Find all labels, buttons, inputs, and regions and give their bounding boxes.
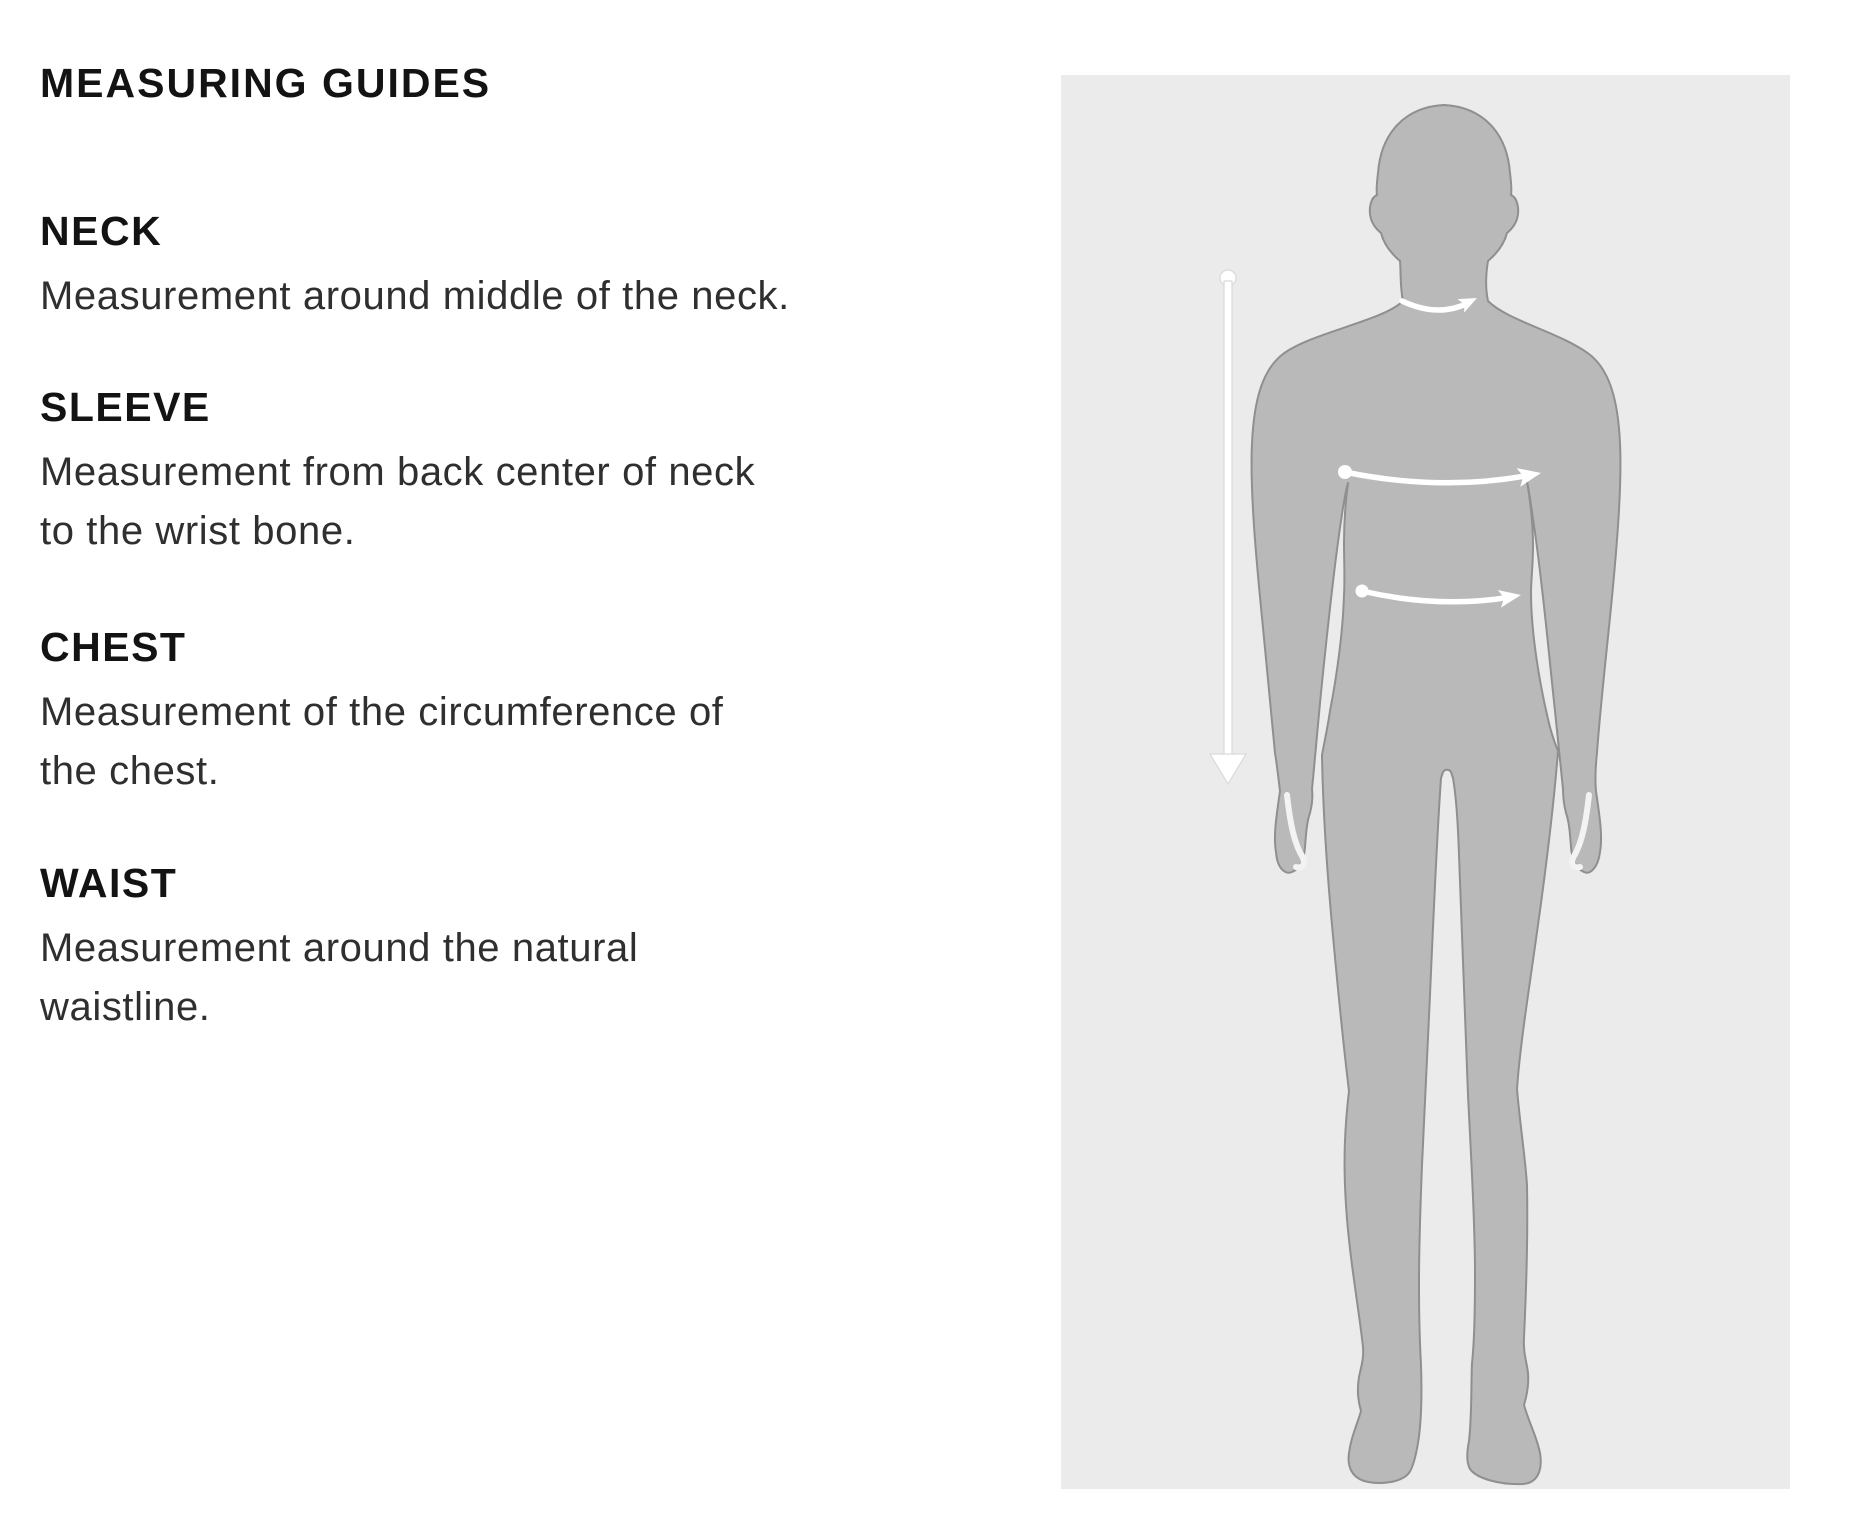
section-text-line: the chest. xyxy=(40,749,220,793)
section-text-line: Measurement from back center of neck xyxy=(40,450,756,494)
section-waist xyxy=(40,860,900,1037)
figure-panel xyxy=(1061,75,1790,1489)
section-heading-chest: CHEST xyxy=(40,624,187,670)
section-heading-waist: WAIST xyxy=(40,860,178,906)
section-text-line: Measurement around middle of the neck. xyxy=(40,274,790,318)
section-text-line: waistline. xyxy=(40,985,211,1029)
waist-arrow-start-dot xyxy=(1356,585,1369,598)
section-heading-sleeve: SLEEVE xyxy=(40,384,211,430)
section-text-line: to the wrist bone. xyxy=(40,509,356,553)
section-neck xyxy=(40,208,900,326)
section-sleeve xyxy=(40,384,900,561)
section-chest xyxy=(40,624,900,801)
body-measurement-diagram xyxy=(1061,75,1790,1489)
section-heading-neck: NECK xyxy=(40,208,163,254)
sleeve-arrow-shaft xyxy=(1224,281,1232,755)
section-text-line: Measurement around the natural xyxy=(40,926,639,970)
page-title: MEASURING GUIDES xyxy=(40,60,492,106)
section-text-line: Measurement of the circumference of xyxy=(40,690,724,734)
chest-arrow-start-dot xyxy=(1338,465,1352,479)
